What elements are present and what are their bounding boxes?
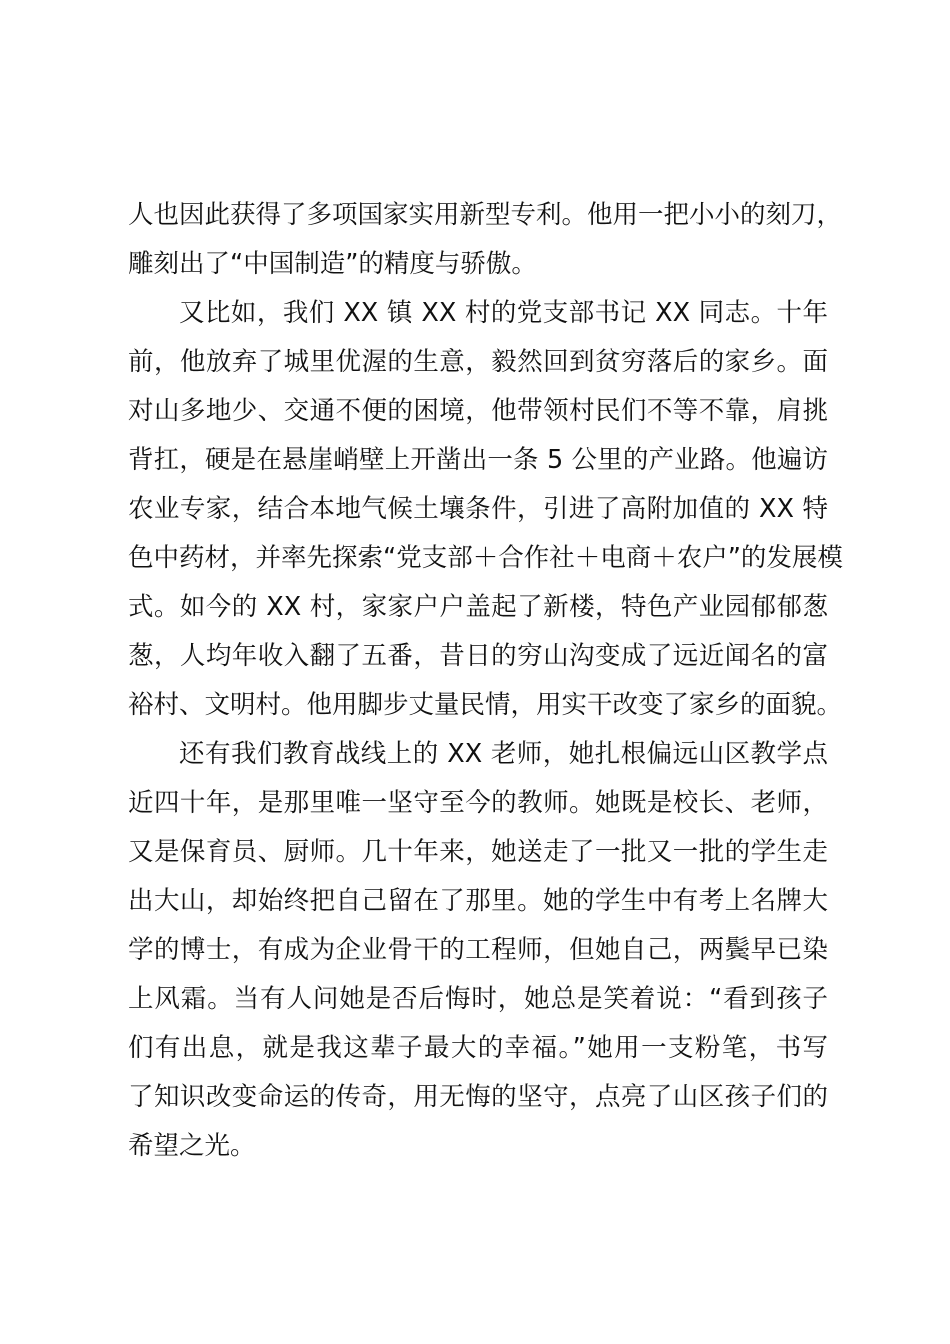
text-line: 上风霜。当有人问她是否后悔时，她总是笑着说：“看到孩子: [128, 984, 828, 1014]
text-line: 希望之光。: [128, 1131, 256, 1161]
text-line: 又是保育员、厨师。几十年来，她送走了一批又一批的学生走: [128, 837, 828, 867]
paragraph-2: [128, 289, 843, 730]
text-line: 雕刻出了“中国制造”的精度与骄傲。: [128, 249, 537, 279]
text-line: 裕村、文明村。他用脚步丈量民情，用实干改变了家乡的面貌。: [128, 690, 843, 720]
text-line: 还有我们教育战线上的 XX 老师，她扎根偏远山区教学点: [179, 739, 828, 769]
text-line: 对山多地少、交通不便的困境，他带领村民们不等不靠，肩挑: [128, 396, 828, 426]
text-line: 背扛，硬是在悬崖峭壁上开凿出一条 5 公里的产业路。他遍访: [128, 445, 828, 475]
paragraph-3: [128, 730, 828, 1171]
text-line: 葱，人均年收入翻了五番，昔日的穷山沟变成了远近闻名的富: [128, 641, 828, 671]
text-line: 又比如，我们 XX 镇 XX 村的党支部书记 XX 同志。十年: [179, 298, 828, 328]
text-line: 农业专家，结合本地气候土壤条件，引进了高附加值的 XX 特: [128, 494, 828, 524]
text-line: 们有出息，就是我这辈子最大的幸福。”她用一支粉笔，书写: [128, 1033, 828, 1063]
body-text: [128, 191, 843, 1171]
text-line: 式。如今的 XX 村，家家户户盖起了新楼，特色产业园郁郁葱: [128, 592, 828, 622]
text-line: 近四十年，是那里唯一坚守至今的教师。她既是校长、老师，: [128, 788, 828, 818]
text-line: 前，他放弃了城里优渥的生意，毅然回到贫穷落后的家乡。面: [128, 347, 828, 377]
text-line: 了知识改变命运的传奇，用无悔的坚守，点亮了山区孩子们的: [128, 1082, 828, 1112]
text-line: 人也因此获得了多项国家实用新型专利。他用一把小小的刻刀，: [128, 200, 843, 230]
text-line: 学的博士，有成为企业骨干的工程师，但她自己，两鬓早已染: [128, 935, 828, 965]
text-line: 出大山，却始终把自己留在了那里。她的学生中有考上名牌大: [128, 886, 828, 916]
paragraph-1: [128, 191, 843, 289]
text-line: 色中药材，并率先探索“党支部＋合作社＋电商＋农户”的发展模: [128, 543, 843, 573]
